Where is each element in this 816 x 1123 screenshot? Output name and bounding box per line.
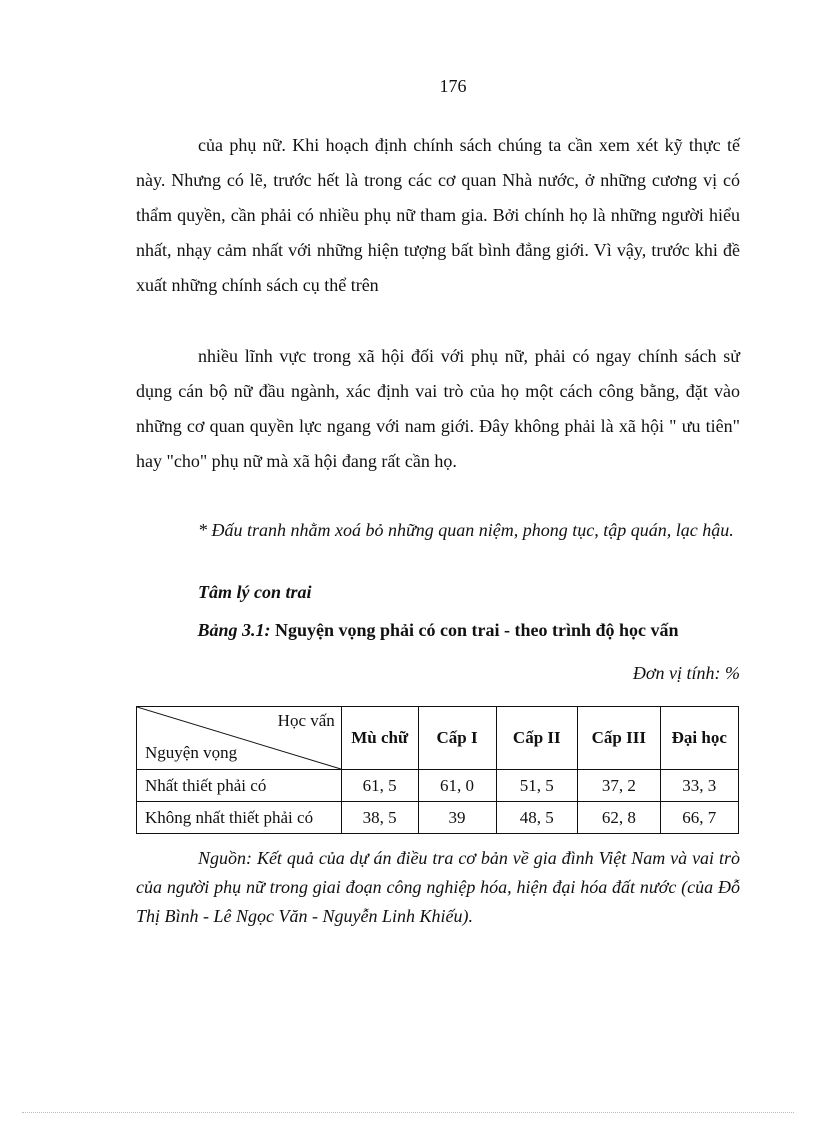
column-header: Cấp III: [578, 707, 660, 770]
paragraph-3: * Đấu tranh nhằm xoá bỏ những quan niệm, phong tục, tập quán, lạc hậu.: [198, 520, 734, 540]
paragraph-1: của phụ nữ. Khi hoạch định chính sách chúng ta cần xem xét kỹ thực tế này. Nhưng có lẽ, trước hết là trong các cơ quan Nhà nước, ở những cương vị có thẩm quyền, cần phải có nhiều phụ nữ tham gia. Bởi chính họ là những người hiểu nhất, nhạy cảm nhất với những hiện tượng bất bình đẳng giới. Vì vậy, trước khi đề xuất những chính sách cụ thể trên: [136, 135, 740, 295]
column-header: Mù chữ: [341, 707, 418, 770]
table-row: [137, 802, 739, 834]
table-source-note: Nguồn: Kết quả của dự án điều tra cơ bản về gia đình Việt Nam và vai trò của người phụ nữ trong giai đoạn công nghiệp hóa, hiện đại hóa đất nước (của Đỗ Thị Bình - Lê Ngọc Văn - Nguyễn Linh Khiếu).: [136, 848, 740, 926]
table-title-prefix: Bảng 3.1:: [197, 620, 271, 640]
corner-label-top: Học vấn: [277, 711, 335, 730]
page-bottom-divider: [22, 1112, 794, 1113]
table-corner-cell: [137, 707, 342, 770]
table-title: [0, 620, 816, 641]
column-header: Đại học: [660, 707, 738, 770]
table-title-text: Nguyện vọng phải có con trai - theo trình độ học vấn: [274, 620, 679, 640]
table-row: [137, 770, 739, 802]
column-header: Cấp I: [418, 707, 496, 770]
table-cell: 39: [418, 802, 496, 834]
paragraph-2: nhiều lĩnh vực trong xã hội đối với phụ nữ, phải có ngay chính sách sử dụng cán bộ nữ đầu ngành, xác định vai trò của họ một cách công bằng, đặt vào những cơ quan quyền lực ngang với nam giới. Đây không phải là xã hội " ưu tiên" hay "cho" phụ nữ mà xã hội đang rất cần họ.: [136, 346, 740, 471]
row-label: Nhất thiết phải có: [137, 770, 342, 802]
table-cell: 61, 5: [341, 770, 418, 802]
page-number: 176: [439, 76, 467, 96]
table-cell: 61, 0: [418, 770, 496, 802]
table-cell: 38, 5: [341, 802, 418, 834]
table-header-row: [137, 707, 739, 770]
column-header: Cấp II: [496, 707, 578, 770]
table-cell: 51, 5: [496, 770, 578, 802]
table-cell: 37, 2: [578, 770, 660, 802]
row-label: Không nhất thiết phải có: [137, 802, 342, 834]
table-cell: 33, 3: [660, 770, 738, 802]
corner-label-bottom: Nguyện vọng: [145, 743, 238, 762]
table-unit: Đơn vị tính: %: [632, 663, 740, 683]
table-cell: 62, 8: [578, 802, 660, 834]
table-cell: 48, 5: [496, 802, 578, 834]
data-table: [136, 706, 739, 834]
section-heading: Tâm lý con trai: [198, 582, 312, 602]
table-cell: 66, 7: [660, 802, 738, 834]
